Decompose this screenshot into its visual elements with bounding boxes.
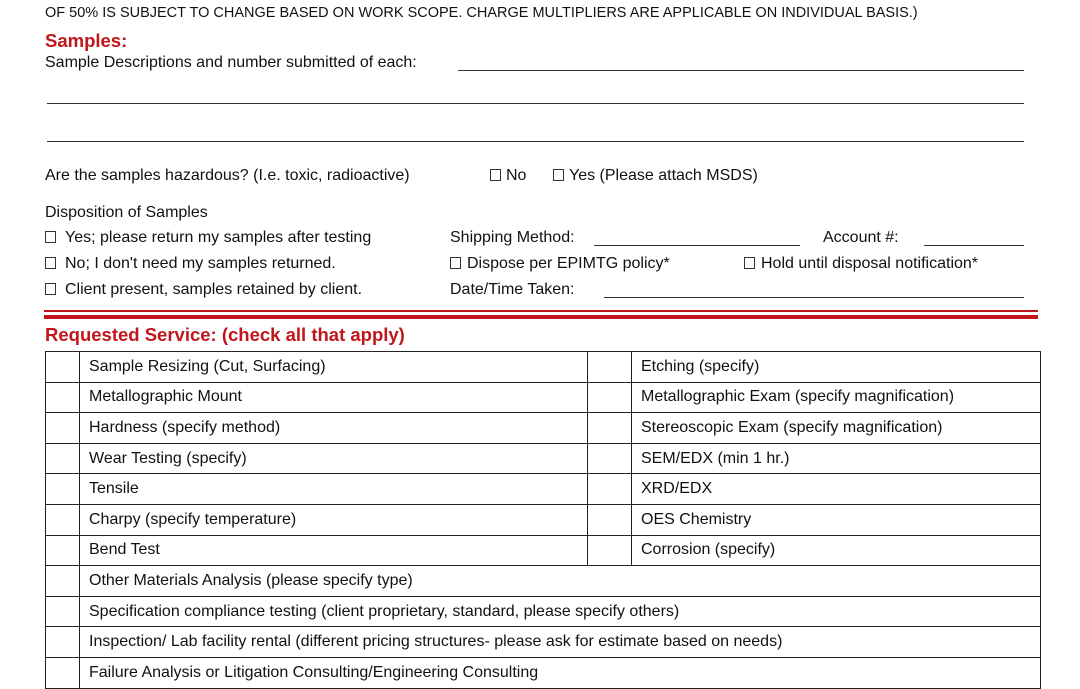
service-label: Inspection/ Lab facility rental (different pricing structures- please ask for estimate based on needs) xyxy=(80,627,1041,658)
client-present-checkbox[interactable] xyxy=(45,283,56,295)
table-row xyxy=(46,352,1041,383)
datetime-field[interactable] xyxy=(604,297,1024,298)
service-checkbox[interactable] xyxy=(588,413,632,444)
no-return-option[interactable] xyxy=(45,255,336,273)
service-checkbox[interactable] xyxy=(588,535,632,566)
shipping-method-field[interactable] xyxy=(594,245,800,246)
service-label: Charpy (specify temperature) xyxy=(80,504,588,535)
table-row xyxy=(46,657,1041,688)
samples-heading: Samples: xyxy=(45,30,128,51)
sample-description-label: Sample Descriptions and number submitted of each: xyxy=(45,54,417,71)
service-checkbox[interactable] xyxy=(588,352,632,383)
service-label: Failure Analysis or Litigation Consulting/Engineering Consulting xyxy=(80,657,1041,688)
disposition-heading: Disposition of Samples xyxy=(45,204,208,221)
hazard-no-label: No xyxy=(506,167,527,184)
section-divider-bottom xyxy=(44,315,1038,319)
service-checkbox[interactable] xyxy=(588,504,632,535)
table-row xyxy=(46,566,1041,597)
table-row xyxy=(46,413,1041,444)
service-label: Metallographic Exam (specify magnification) xyxy=(632,382,1041,413)
section-divider-top xyxy=(44,310,1038,312)
hazard-no-option[interactable] xyxy=(490,167,526,185)
sample-description-field-line-3[interactable] xyxy=(47,141,1024,142)
table-row xyxy=(46,382,1041,413)
service-checkbox[interactable] xyxy=(46,382,80,413)
hazard-question: Are the samples hazardous? (I.e. toxic, radioactive) xyxy=(45,167,410,184)
table-row xyxy=(46,443,1041,474)
hazard-yes-checkbox[interactable] xyxy=(553,169,564,181)
dispose-checkbox[interactable] xyxy=(450,257,461,269)
sample-description-field-line-1[interactable] xyxy=(458,70,1024,71)
table-row xyxy=(46,627,1041,658)
services-table xyxy=(45,351,1041,689)
dispose-option[interactable] xyxy=(450,255,670,273)
service-label: Stereoscopic Exam (specify magnification) xyxy=(632,413,1041,444)
table-row xyxy=(46,504,1041,535)
scope-note: OF 50% IS SUBJECT TO CHANGE BASED ON WORK SCOPE. CHARGE MULTIPLIERS ARE APPLICABLE ON INDIVIDUAL BASIS.) xyxy=(45,5,918,21)
hazard-no-checkbox[interactable] xyxy=(490,169,501,181)
requested-service-heading: Requested Service: (check all that apply) xyxy=(45,324,405,345)
service-label: Corrosion (specify) xyxy=(632,535,1041,566)
hold-label: Hold until disposal notification* xyxy=(761,255,979,272)
table-row xyxy=(46,535,1041,566)
service-checkbox[interactable] xyxy=(46,566,80,597)
service-label: Hardness (specify method) xyxy=(80,413,588,444)
service-checkbox[interactable] xyxy=(588,443,632,474)
service-label: XRD/EDX xyxy=(632,474,1041,505)
hold-option[interactable] xyxy=(744,255,978,273)
service-checkbox[interactable] xyxy=(46,413,80,444)
service-checkbox[interactable] xyxy=(588,382,632,413)
dispose-label: Dispose per EPIMTG policy* xyxy=(467,255,670,272)
service-label: Bend Test xyxy=(80,535,588,566)
service-label: Etching (specify) xyxy=(632,352,1041,383)
account-field[interactable] xyxy=(924,245,1024,246)
shipping-method-label: Shipping Method: xyxy=(450,229,575,246)
hazard-yes-label: Yes (Please attach MSDS) xyxy=(569,167,758,184)
service-checkbox[interactable] xyxy=(46,596,80,627)
service-label: Tensile xyxy=(80,474,588,505)
hazard-yes-option[interactable] xyxy=(553,167,758,185)
no-return-checkbox[interactable] xyxy=(45,257,56,269)
service-label: Wear Testing (specify) xyxy=(80,443,588,474)
service-checkbox[interactable] xyxy=(46,627,80,658)
service-label: Other Materials Analysis (please specify type) xyxy=(80,566,1041,597)
no-return-label: No; I don't need my samples returned. xyxy=(65,255,336,272)
service-checkbox[interactable] xyxy=(46,443,80,474)
service-checkbox[interactable] xyxy=(46,352,80,383)
service-label: Specification compliance testing (client proprietary, standard, please specify others) xyxy=(80,596,1041,627)
account-label: Account #: xyxy=(823,229,899,246)
table-row xyxy=(46,474,1041,505)
return-samples-checkbox[interactable] xyxy=(45,231,56,243)
service-checkbox[interactable] xyxy=(46,535,80,566)
service-checkbox[interactable] xyxy=(46,474,80,505)
return-samples-option[interactable] xyxy=(45,229,371,247)
datetime-label: Date/Time Taken: xyxy=(450,281,575,298)
service-checkbox[interactable] xyxy=(588,474,632,505)
hold-checkbox[interactable] xyxy=(744,257,755,269)
return-samples-label: Yes; please return my samples after testing xyxy=(65,229,372,246)
table-row xyxy=(46,596,1041,627)
service-label: Sample Resizing (Cut, Surfacing) xyxy=(80,352,588,383)
service-checkbox[interactable] xyxy=(46,504,80,535)
service-label: OES Chemistry xyxy=(632,504,1041,535)
client-present-option[interactable] xyxy=(45,281,362,299)
service-label: SEM/EDX (min 1 hr.) xyxy=(632,443,1041,474)
service-label: Metallographic Mount xyxy=(80,382,588,413)
client-present-label: Client present, samples retained by client. xyxy=(65,281,363,298)
sample-description-field-line-2[interactable] xyxy=(47,103,1024,104)
service-checkbox[interactable] xyxy=(46,657,80,688)
